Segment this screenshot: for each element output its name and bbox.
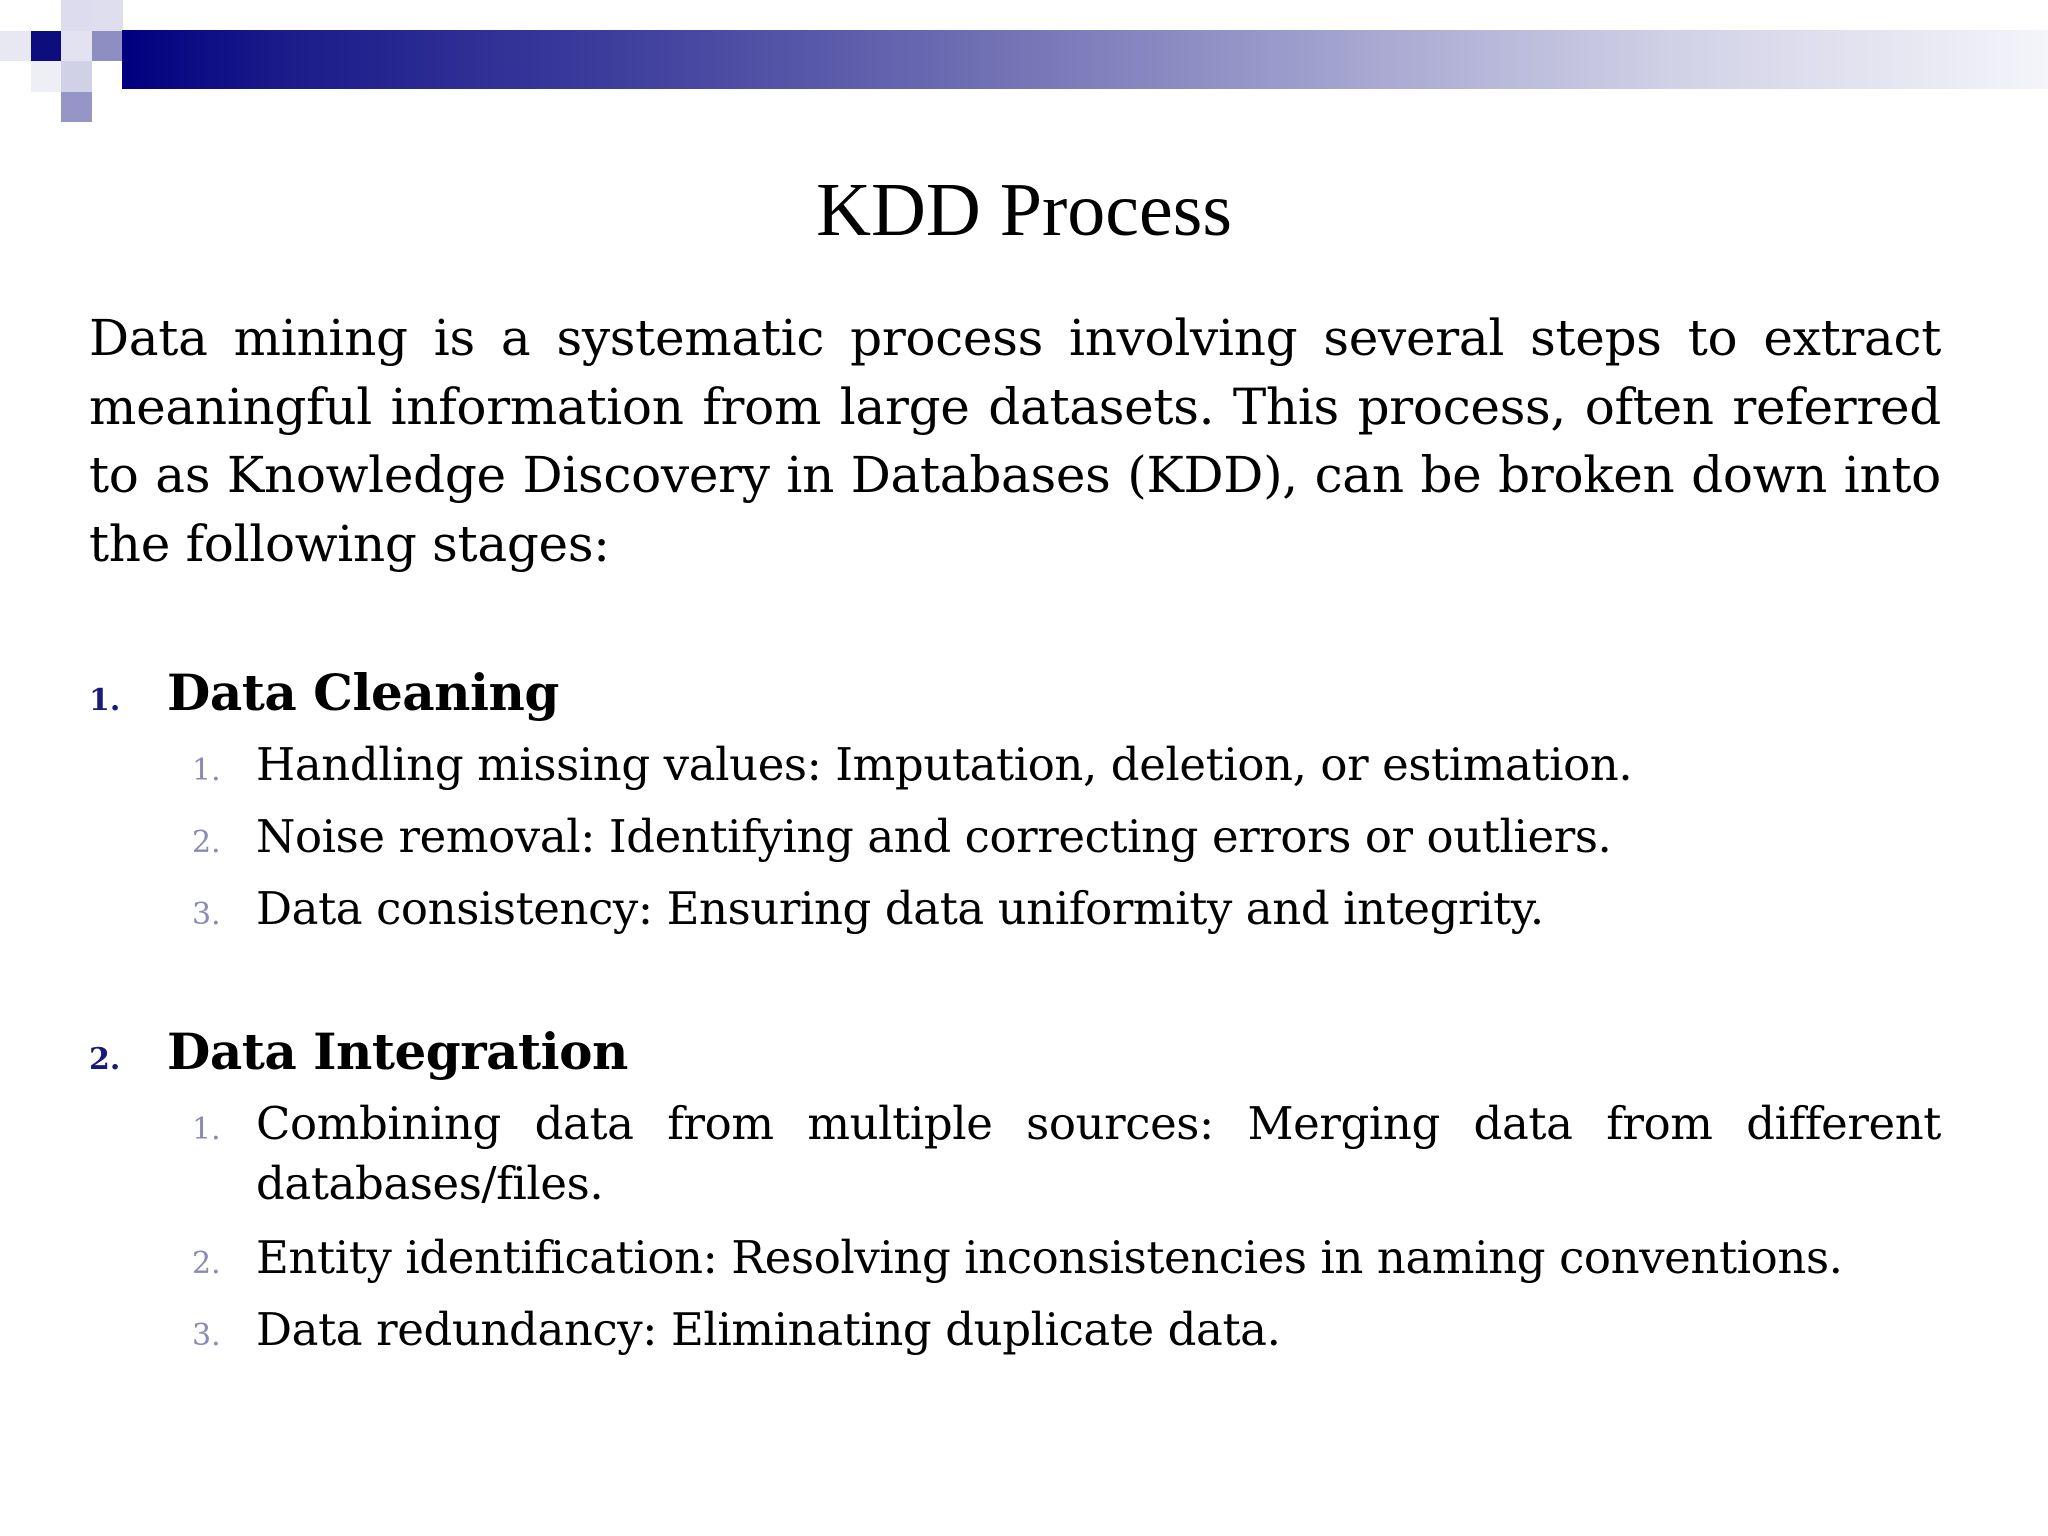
- list-item-text: Data consistency: Ensuring data uniformity and integrity.: [256, 882, 1544, 935]
- sub-list: [89, 735, 1941, 951]
- decor-square: [61, 92, 92, 122]
- slide-title: KDD Process: [816, 168, 1232, 252]
- section-title: Data Cleaning: [167, 663, 559, 722]
- header-gradient-band: [122, 30, 2048, 89]
- list-item: [89, 735, 1941, 807]
- list-item-text: Entity identification: Resolving inconsistencies in naming conventions.: [256, 1231, 1843, 1284]
- section-number: 2.: [89, 1042, 121, 1077]
- section-header: [89, 1022, 1941, 1094]
- decor-square: [31, 61, 61, 92]
- section-number: 1.: [89, 683, 121, 718]
- section-data-cleaning: [89, 663, 1941, 951]
- list-item-number: 2.: [192, 1246, 221, 1281]
- list-item-number: 1.: [192, 753, 221, 788]
- section-data-integration: [89, 1022, 1941, 1372]
- list-item: [89, 1094, 1941, 1228]
- intro-paragraph: Data mining is a systematic process involving several steps to extract meaningful information from large datasets. This process, often referred to as Knowledge Discovery in Databases (KDD), can be broken down into the following stages:: [89, 309, 1941, 573]
- list-item-number: 1.: [192, 1112, 221, 1147]
- list-item: [89, 1228, 1941, 1300]
- list-item-number: 2.: [192, 825, 221, 860]
- decor-square: [61, 61, 92, 92]
- decor-square: [61, 31, 92, 61]
- list-item-text: Combining data from multiple sources: Merging data from different databases/files.: [256, 1097, 1941, 1210]
- decor-square: [92, 0, 123, 31]
- decor-square: [61, 0, 92, 31]
- section-title: Data Integration: [167, 1022, 628, 1081]
- list-item-text: Noise removal: Identifying and correcting errors or outliers.: [256, 810, 1612, 863]
- decor-square: [31, 31, 61, 61]
- list-item-number: 3.: [192, 1318, 221, 1353]
- list-item: [89, 1300, 1941, 1372]
- decor-square: [92, 31, 123, 61]
- list-item-text: Handling missing values: Imputation, deletion, or estimation.: [256, 738, 1633, 791]
- decor-square: [0, 0, 31, 31]
- sub-list: [89, 1094, 1941, 1372]
- decor-square: [0, 31, 31, 61]
- list-item-text: Data redundancy: Eliminating duplicate data.: [256, 1303, 1281, 1356]
- list-item: [89, 807, 1941, 879]
- list-item: [89, 879, 1941, 951]
- section-header: [89, 663, 1941, 735]
- list-item-number: 3.: [192, 897, 221, 932]
